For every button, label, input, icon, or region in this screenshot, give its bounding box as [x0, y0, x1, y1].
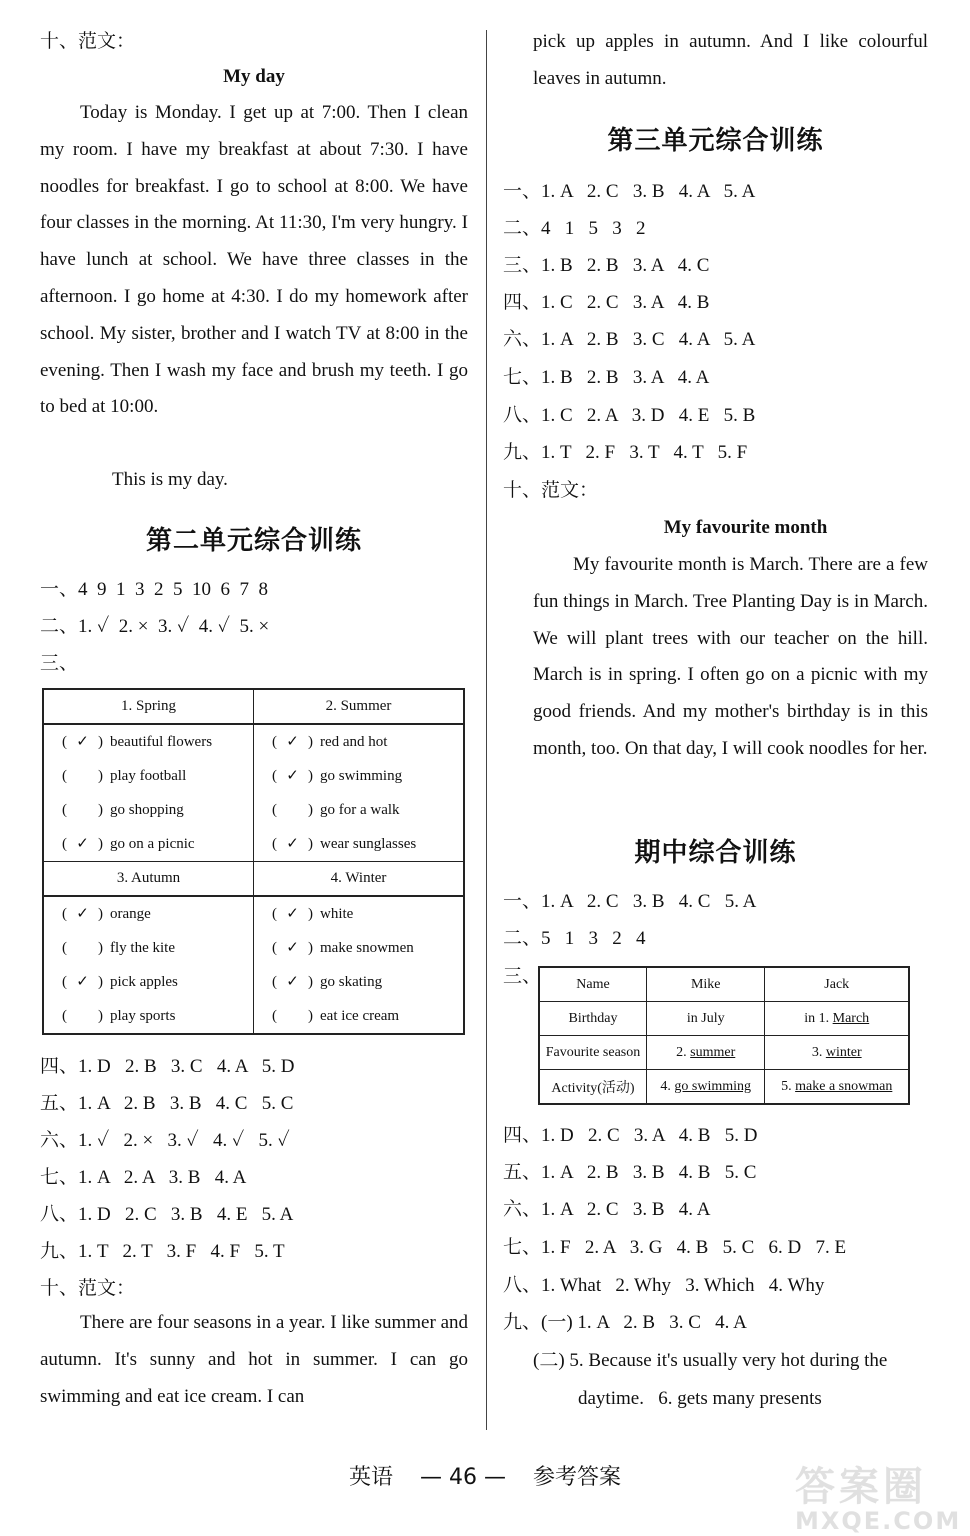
option-row: ( ) play sports: [62, 1008, 176, 1024]
jack-birthday: in 1. March: [765, 1002, 909, 1036]
option-row: ( ) go for a walk: [272, 802, 400, 818]
spring-header: 1. Spring: [44, 690, 253, 725]
mid-answer-9: 九、(一) 1. A 2. B 3. C 4. A: [503, 1312, 747, 1333]
spring-cell: [43, 689, 254, 862]
essay1-ending: This is my day.: [112, 469, 228, 490]
mid-answer-4: 四、1. D 2. C 3. A 4. B 5. D: [503, 1125, 758, 1146]
option-row: ( ) play football: [62, 768, 187, 784]
watermark-logo: 答案圈 MXQE.COM: [795, 1464, 962, 1535]
option-row: ( ) eat ice cream: [272, 1008, 400, 1024]
s3-answer-1: 一、1. A 2. C 3. B 4. A 5. A: [503, 181, 756, 202]
winter-header: 4. Winter: [254, 862, 463, 897]
jack-activity: 5. make a snowman: [765, 1070, 909, 1105]
option-row: ( ✓ ) go skating: [272, 974, 383, 990]
option-row: ( ✓ ) go on a picnic: [62, 836, 195, 852]
autumn-header: 3. Autumn: [44, 862, 253, 897]
s2-answer-3-label: 三、: [40, 653, 79, 674]
essay3-title: My favourite month: [663, 517, 828, 538]
essay2-continuation: pick up apples in autumn. And I like colourful leaves in autumn.: [533, 31, 928, 89]
s3-answer-8: 八、1. C 2. A 3. D 4. E 5. B: [503, 405, 756, 426]
option-row: ( ✓ ) white: [272, 906, 354, 922]
essay2-paragraph: There are four seasons in a year. I like summer and autumn. It's sunny and hot in summer. I can go swimming and eat ice cream. I can: [40, 1312, 468, 1407]
essay3-paragraph: My favourite month is March. There are a few fun things in March. Tree Planting Day is in March. We will plant trees with our teacher on the hill. March is in spring. I often go on a picnic with my good friends. And my mother's birthday is in this month, too. On that day, I will cook noodles for her.: [533, 554, 928, 759]
th-jack: Jack: [765, 967, 909, 1002]
summer-cell: [254, 689, 465, 862]
seasons-table: [42, 688, 465, 1035]
column-divider: [486, 30, 487, 1430]
s2-answer-9: 九、1. T 2. T 3. F 4. F 5. T: [40, 1241, 285, 1262]
summer-header: 2. Summer: [254, 690, 463, 725]
s3-answer-4: 四、1. C 2. C 3. A 4. B: [503, 292, 710, 313]
mid-answer-2: 二、5 1 3 2 4: [503, 928, 646, 949]
mid-answer-9c: daytime. 6. gets many presents: [578, 1388, 822, 1409]
mid-answer-1: 一、1. A 2. C 3. B 4. C 5. A: [503, 891, 757, 912]
autumn-cell: [43, 862, 254, 1035]
option-row: ( ✓ ) red and hot: [272, 734, 388, 750]
s3-answer-10-label: 十、范文：: [503, 480, 599, 501]
jack-season: 3. winter: [765, 1036, 909, 1070]
s2-answer-2: 二、1. ✓ 2. × 3. ✓ 4. ✓ 5. ×: [40, 616, 270, 637]
section3-title: 第三单元综合训练: [607, 126, 824, 156]
mike-birthday: in July: [647, 1002, 765, 1036]
mid-answer-9b: (二) 5. Because it's usually very hot during the: [533, 1350, 888, 1371]
mid-answer-7: 七、1. F 2. A 3. G 4. B 5. C 6. D 7. E: [503, 1237, 847, 1258]
s3-answer-9: 九、1. T 2. F 3. T 4. T 5. F: [503, 442, 748, 463]
s3-answer-2: 二、4 1 5 3 2: [503, 218, 646, 239]
essay1-paragraph: Today is Monday. I get up at 7:00. Then I clean my room. I have my breakfast at about 7:30. I have noodles for breakfast. I go to school at 8:00. We have four classes in the morning. At 11:30, I'm very hungry. I have lunch at school. We have three classes in the afternoon. I go home at 4:30. I do my homework after school. My sister, brother and I watch TV at 8:00 in the evening. Then I wash my face and brush my teeth. I go to bed at 10:00.: [40, 102, 468, 418]
row-birthday-label: Birthday: [539, 1002, 647, 1036]
option-row: ( ) go shopping: [62, 802, 184, 818]
s3-answer-6: 六、1. A 2. B 3. C 4. A 5. A: [503, 329, 756, 350]
footer-label: 参考答案: [532, 1465, 621, 1490]
s2-answer-1: 一、4 9 1 3 2 5 10 6 7 8: [40, 579, 269, 600]
s2-answer-6: 六、1. ✓ 2. × 3. ✓ 4. ✓ 5. ✓: [40, 1130, 290, 1151]
essay1-label: 十、范文：: [40, 31, 136, 52]
footer-subject: 英语: [348, 1465, 393, 1490]
s3-answer-7: 七、1. B 2. B 3. A 4. A: [503, 367, 710, 388]
mid-answer-5: 五、1. A 2. B 3. B 4. B 5. C: [503, 1162, 757, 1183]
s2-answer-4: 四、1. D 2. B 3. C 4. A 5. D: [40, 1056, 295, 1077]
mike-season: 2. summer: [647, 1036, 765, 1070]
mike-activity: 4. go swimming: [647, 1070, 765, 1105]
mid-answer-8: 八、1. What 2. Why 3. Which 4. Why: [503, 1275, 825, 1296]
row-season-label: Favourite season: [539, 1036, 647, 1070]
s2-answer-8: 八、1. D 2. C 3. B 4. E 5. A: [40, 1204, 294, 1225]
essay1-title: My day: [223, 66, 285, 87]
mid-answer-3-label: 三、: [503, 966, 542, 987]
s2-answer-5: 五、1. A 2. B 3. B 4. C 5. C: [40, 1093, 294, 1114]
option-row: ( ✓ ) go swimming: [272, 768, 403, 784]
option-row: ( ) fly the kite: [62, 940, 175, 956]
winter-cell: [254, 862, 465, 1035]
option-row: ( ✓ ) orange: [62, 906, 151, 922]
option-row: ( ✓ ) pick apples: [62, 974, 178, 990]
th-mike: Mike: [647, 967, 765, 1002]
s2-answer-10-label: 十、范文：: [40, 1278, 136, 1299]
option-row: ( ✓ ) make snowmen: [272, 940, 414, 956]
th-name: Name: [539, 967, 647, 1002]
option-row: ( ✓ ) beautiful flowers: [62, 734, 213, 750]
info-table: [538, 966, 910, 1105]
s2-answer-7: 七、1. A 2. A 3. B 4. A: [40, 1167, 247, 1188]
section2-title: 第二单元综合训练: [145, 526, 362, 556]
row-activity-label: Activity(活动): [539, 1070, 647, 1105]
s3-answer-3: 三、1. B 2. B 3. A 4. C: [503, 255, 710, 276]
option-row: ( ✓ ) wear sunglasses: [272, 836, 417, 852]
page-number: — 46 —: [420, 1465, 506, 1490]
mid-answer-6: 六、1. A 2. C 3. B 4. A: [503, 1199, 711, 1220]
section4-title: 期中综合训练: [634, 838, 797, 868]
